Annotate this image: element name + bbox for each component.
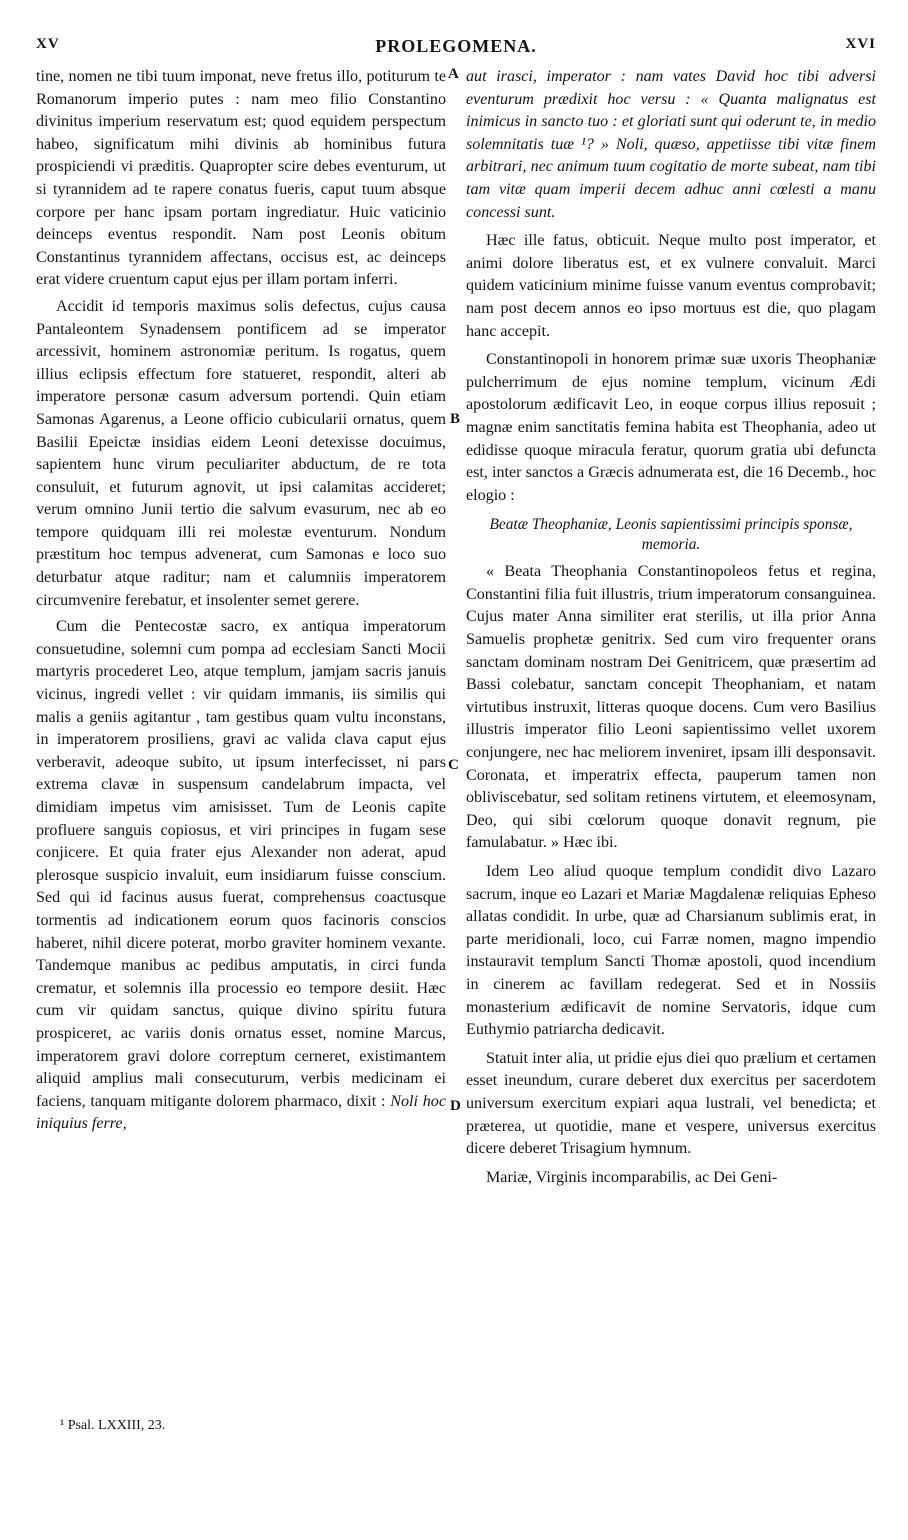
right-paragraph-4: Idem Leo aliud quoque templum condidit divo Lazaro sacrum, inque eo Lazari et Mariæ Magdalenæ reliquias Epheso allatas condidit. In urbe, quæ ad Charsianum sublimis erat, in parte meridionali, loco, cui Farræ nomen, magno impendio instauravit templum Sancti Thomæ apostoli, quod incendium in cinerem ac favillam redegerat. Sed et in Nossiis monasterium ædificavit de nomine Servatoris, idque cum Euthymio patriarcha dedicavit. <box>466 863 876 1039</box>
left-paragraph-2: Accidit id temporis maximus solis defectus, cujus causa Pantaleontem Synadensem pontificem ad se imperator arcessivit, hominem astronomiæ peritum. Is rogatus, quem illius eclipsis effectum fore statueret, respondit, alteri ab imperatore personæ casum adversum portendi. Quin etiam Samonas Agarenus, a Leone officio cubicularii ornatus, quem Basilii Epeictæ insidias eidem Leoni detexisse docuimus, sapientem hunc virum peculiariter abductum, de re tota consuluit, et futurum agnovit, ut ipsi calamitas accideret; verum omnino Junii tertio die salvum evasurum, nec ab eo tempore quidquam illi rei molestæ eventurum. Nondum præstitum hoc tempus advenerat, cum Samonas e loco suo deturbatur atque raditur; nam et calumniis imperatorem circumvenire ferebatur, et insolenter semet gerere. <box>36 297 446 609</box>
margin-marker-b: B <box>450 411 461 427</box>
left-column-number: XV <box>36 36 60 52</box>
left-paragraph-3-text: Cum die Pentecostæ sacro, ex antiqua imperatorum consuetudine, solemni cum pompa ad ecclesiam Sancti Mocii martyris procederet Leo, atque templum, jamjam sacris januis vicinus, ingredi vellet : vir quidam immanis, iis similis qui malis a geniis agitantur , tam gestibus quam vultu inconstans, in imperatorem prosiliens, gravi ac valida clava caput ejus verberavit, adeoque subito, ut ipsum interfecisset, ni pars extrema clavæ in suspensum candelabrum impacta, vel dimidiam impetus vim amisisset. Tum de Leonis capite profluere sanguis copiosus, et viri principes in fugam sese conjicere. Et quia frater ejus Alexander non aderat, apud plerosque suspicio invaluit, eum insidiarum fuisse conscium. Sed qui id facinus ausus fuerat, comprehensus coactusque tormentis ad indicationem eorum quos facinoris conscios haberet, nihil dicere poterat, morbo graviter hominem vexante. Tandemque manibus ac pedibus amputatis, in circi funda crematur, et solemnis illa processio eo tempore desiit. Hæc cum vir quidam sanctus, quique divino spiritu futura prospiceret, ac variis donis ornatus esset, nomine Marcus, imperatorem gravi dolore correptum cerneret, existimantem aliquid amplius mali consecuturum, verbis medicinam ei faciens, tanquam mitigante dolorem pharmaco, dixit : <box>36 618 446 1110</box>
right-paragraph-2: Hæc ille fatus, obticuit. Neque multo post imperator, et animi dolore liberatus est, et ex vulnere convaluit. Marci quidem vaticinium minime fuisse vanum eventus comprobavit; nam post decem annos eo ipso mortuus est die, quo plagam hanc accepit. <box>466 232 876 340</box>
right-column <box>466 66 876 1189</box>
elogium-heading: Beatæ Theophaniæ, Leonis sapientissimi principis sponsæ, memoria. <box>489 516 853 554</box>
left-paragraph-3 <box>36 616 446 1136</box>
right-paragraph-3: Constantinopoli in honorem primæ suæ uxoris Theophaniæ pulcherrimum de ejus nomine templum, vicinum Ædi apostolorum ædificavit Leo, in eoque corpus illius reposuit ; magnæ enim sanctitatis femina habita est Theophania, adeo ut edidisse quoque miracula feratur, quorum gratia ubi defuncta est, inter sanctos a Græcis adnumerata est, die 16 Decemb., hoc elogio : <box>466 351 876 504</box>
running-title: PROLEGOMENA. <box>375 36 537 56</box>
margin-marker-d: D <box>450 1098 461 1114</box>
left-paragraph-1: tine, nomen ne tibi tuum imponat, neve fretus illo, potiturum te Romanorum imperio putes : nam meo filio Constantino divinitus imperium reservatum est; quod equidem perspectum habeo, significatum mihi divinis ab hominibus futura prospiciendi vi præditis. Quapropter scire debes eventurum, ut si tyrannidem ad te rapere conatus fueris, caput tuum absque corpore per hanc ipsam portam ingrediatur. Huic vaticinio deinceps eventus respondit. Nam post Leonis obitum Constantinus tyrannidem affectans, occisus est, ac deinceps erat videre cruentum caput ejus per illam portam inferri. <box>36 68 446 289</box>
right-column-number: XVI <box>845 36 876 52</box>
margin-marker-c: C <box>448 757 459 773</box>
left-paragraph-3-quote: Noli hoc iniquius ferre, <box>36 1092 446 1133</box>
right-paragraph-1: aut irasci, imperator : nam vates David hoc tibi adversi eventurum prædixit hoc versu : « Quanta malignatus est inimicus in sancto tuo : et gloriati sunt qui oderunt te, in medio solemnitatis tuæ ¹? » Noli, quæso, appetiisse tibi vitæ finem arbitrari, nec animum tuum cogitatio de morte subeat, nam tibi tam vitæ quam imperii decem adhuc anni cœlesti a manu concessi sunt. <box>466 68 876 221</box>
page-header <box>36 36 876 62</box>
left-column <box>36 66 446 1136</box>
margin-marker-a: A <box>448 66 459 82</box>
footnote: ¹ Psal. LXXIII, 23. <box>60 1418 166 1433</box>
right-paragraph-elogium: « Beata Theophania Constantinopoleos fetus et regina, Constantini filia fuit illustris, trium imperatorum consanguinea. Cujus mater Anna similiter erat sterilis, ut illa prior Anna Samuelis prophetæ genitrix. Sed cum viro frequenter orans sanctam dominam nostram Dei Genitricem, quæ præsertim ad Bassi colebatur, sanctam concepit Theophaniam, et natam virtutibus instruxit, litteras quoque docens. Cum vero Basilius illustris imperator filio Leoni sapientissimo vellet uxorem conjungere, nec hac meliorem inveniret, ipsam illi desponsavit. Coronata, et imperatrix effecta, pauperum tamen non obliviscebatur, sed solitam retinens virtutem, et eleemosynam, Deo, qui sibi cœlorum quoque donavit regnum, pie famulabatur. » Hæc ibi. <box>466 563 876 852</box>
right-paragraph-6: Mariæ, Virginis incomparabilis, ac Dei Geni- <box>486 1168 778 1186</box>
right-paragraph-5: Statuit inter alia, ut pridie ejus diei quo prælium et certamen esset ineundum, curare deberet dux exercitus per sacerdotem universum exercitum expiari aqua lustrali, vel benedicta; et præterea, ut quotidie, mane et vespere, universus exercitus dicere deberet Trisagium hymnum. <box>466 1049 876 1158</box>
